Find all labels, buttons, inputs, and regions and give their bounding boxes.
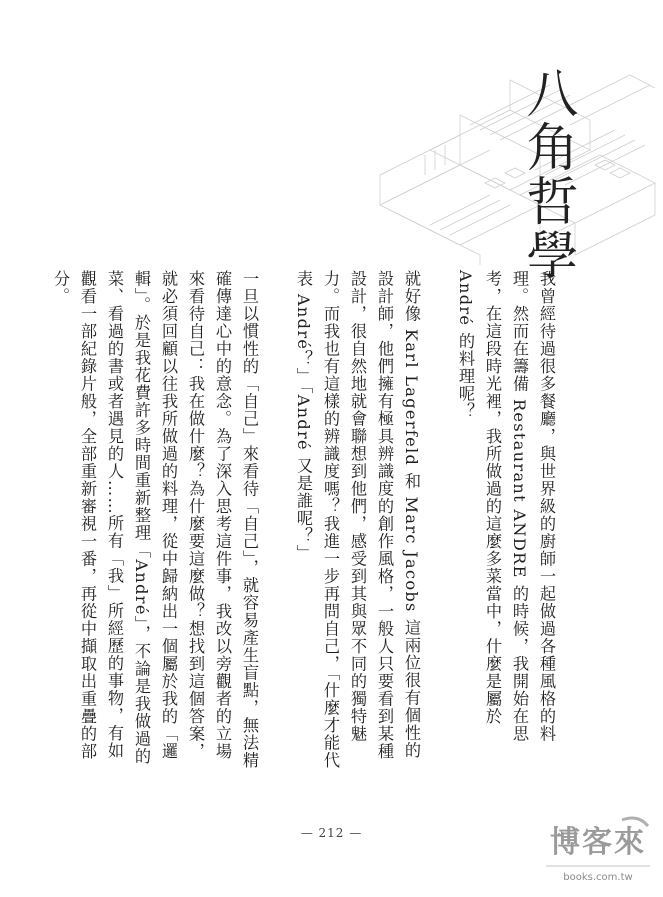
paragraph-3: 一旦以慣性的「自己」來看待「自己」，就容易產生盲點，無法精確傳達心中的意念。為了深入思考這件事，我改以旁觀者的立場來看待自己：我在做什麼？為什麼要這麼做？想找到這個答案，就必須回顧以往我所做過的料理，從中歸納出一個屬於我的「邏輯」。於是我花費許多時間重新整理「André」，不論是我做過的菜、看過的書或者遇見的人……所有「我」所經歷的事物，有如觀看一部紀錄片般，全部重新審視一番，再從中擷取出重疊的部分。 [51, 270, 259, 770]
bookstore-watermark [538, 812, 658, 886]
paragraph-1: 我曾經待過很多餐廳，與世界級的廚師一起做過各種風格的料理。然而在籌備 Restaurant ANDRE 的時候，我開始在思考，在這段時光裡，我所做過的這麼多菜當中，什麼是屬於 André 的料理呢？ [456, 270, 556, 743]
body-text [51, 270, 560, 775]
watermark-logo-text: 博客來 [550, 825, 646, 860]
chapter-title: 八角哲學 [517, 66, 577, 282]
page-number: — 212 — [300, 826, 363, 840]
paragraph-2: 就好像 Karl Lagerfeld 和 Marc Jacobs 這兩位很有個性的設計師，他們擁有極具辨識度的創作風格，一般人只要看到某種設計，很自然地就會聯想到他們，感受到其與眾不同的獨特魅力。而我也有這樣的辨識度嗎？我進一步再問自己，「什麼才能代表 André？」「André 又是誰呢？」 [294, 270, 421, 770]
paragraph-gap [425, 270, 452, 775]
watermark-domain: books.com.tw [563, 872, 633, 883]
paragraph-gap [263, 270, 290, 775]
